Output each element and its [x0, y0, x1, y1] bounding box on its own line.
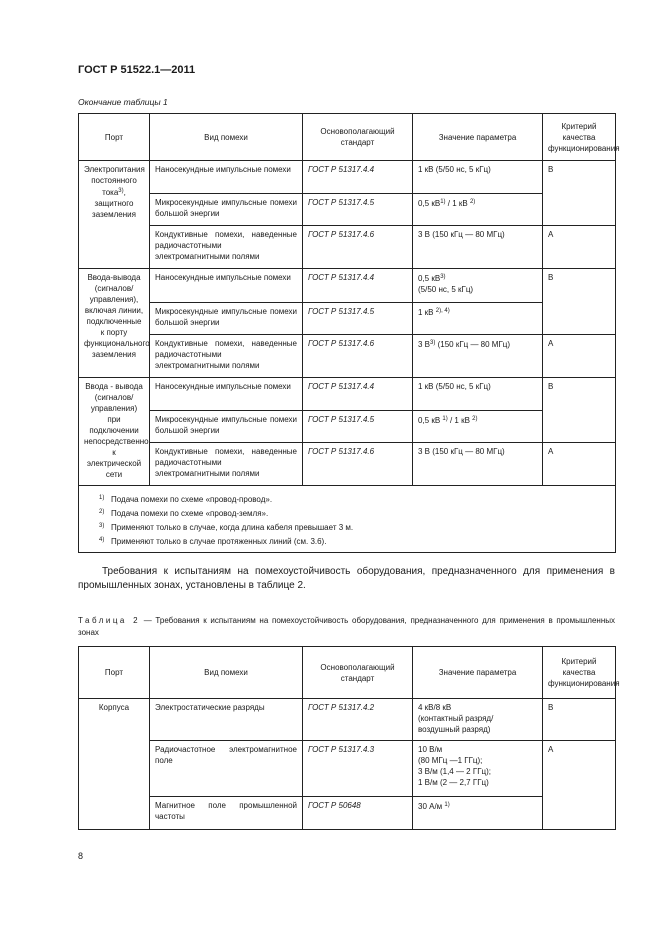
- parameter-value: 3 В (150 кГц — 80 МГц): [413, 226, 543, 269]
- table2-header-standard: Основополагающий стандарт: [303, 647, 413, 699]
- standard-ref: ГОСТ Р 51317.4.4: [303, 378, 413, 411]
- footnote: [99, 506, 607, 520]
- parameter-value: [413, 797, 543, 830]
- notes-row: [79, 486, 616, 553]
- footnote-mark: 1): [440, 199, 446, 205]
- port-cell: Ввода-вывода (сигналов/управления), включая линии, подключенные к порту функционального заземления: [79, 269, 150, 378]
- table-row: [79, 741, 616, 797]
- criterion-cell: В: [543, 699, 616, 741]
- disturbance-type: Электростатические разряды: [150, 699, 303, 741]
- value-line: (контактный разряд/ воздушный разряд): [418, 714, 494, 734]
- footnote-mark: 2): [469, 199, 476, 205]
- criterion-cell: А: [543, 741, 616, 830]
- port-cell: Ввода - вывода (сигналов/управления) при подключении непосредственно к электрической сети: [79, 378, 150, 486]
- footnote-text: Применяют только в случае протяженных линий (см. 3.6).: [111, 537, 327, 546]
- parameter-value: 1 кВ (5/50 нс, 5 кГц): [413, 378, 543, 411]
- table-1: [78, 113, 620, 553]
- footnote-text: Подача помехи по схеме «провод-провод».: [111, 495, 273, 504]
- criterion-cell: В: [543, 378, 616, 443]
- table-row: [79, 303, 616, 335]
- standard-ref: ГОСТ Р 51317.4.4: [303, 269, 413, 303]
- footnote-text: Подача помехи по схеме «провод-земля».: [111, 509, 269, 518]
- parameter-value: [413, 411, 543, 443]
- value-tail: / 1 кВ: [445, 199, 470, 208]
- value-main: 0,5 кВ: [418, 416, 441, 425]
- standard-ref: ГОСТ Р 51317.4.3: [303, 741, 413, 797]
- value-line: 1 В/м (2 — 2,7 ГГц): [418, 778, 489, 787]
- criterion-cell: В: [543, 161, 616, 226]
- value-line: 10 В/м: [418, 745, 443, 754]
- standard-title: ГОСТ Р 51522.1—2011: [78, 64, 196, 76]
- standard-ref: ГОСТ Р 51317.4.6: [303, 226, 413, 269]
- disturbance-type: Микросекундные импульсные помехи большой энергии: [150, 411, 303, 443]
- table2-header-row: [79, 647, 616, 699]
- value-tail: / 1 кВ: [447, 416, 473, 425]
- table-row: [79, 194, 616, 226]
- notes-cell: [79, 486, 616, 553]
- table2-header-type: Вид помехи: [150, 647, 303, 699]
- paragraph-text: Требования к испытаниям на помехоустойчивость оборудования, предназначенного для применения в промышленных зонах, установлены в таблице 2.: [78, 566, 615, 591]
- parameter-value: [413, 303, 543, 335]
- value-main: 1 кВ: [418, 308, 434, 317]
- disturbance-type: Микросекундные импульсные помехи большой энергии: [150, 303, 303, 335]
- parameter-value: [413, 335, 543, 378]
- criterion-cell: А: [543, 335, 616, 378]
- table2-caption-text: — Требования к испытаниям на помехоустойчивость оборудования, предназначенного для применения в промышленных зонах: [78, 616, 615, 637]
- disturbance-type: Наносекундные импульсные помехи: [150, 269, 303, 303]
- criterion-cell: А: [543, 226, 616, 269]
- value-line: (80 МГц —1 ГГц);: [418, 756, 483, 765]
- footnote-mark: 3): [430, 340, 436, 346]
- parameter-value: 1 кВ (5/50 нс, 5 кГц): [413, 161, 543, 194]
- disturbance-type: Радиочастотное электромагнитное поле: [150, 741, 303, 797]
- port-label-tail: , защитного заземления: [92, 188, 136, 219]
- footnote-text: Применяют только в случае, когда длина кабеля превышает 3 м.: [111, 523, 354, 532]
- footnote-mark: 2): [472, 416, 478, 422]
- criterion-cell: В: [543, 269, 616, 335]
- table1-header-criterion: Критерий качества функционирования: [543, 114, 616, 161]
- table-row: [79, 797, 616, 830]
- disturbance-type: Микросекундные импульсные помехи большой энергии: [150, 194, 303, 226]
- value-line: 4 кВ/8 кВ: [418, 703, 452, 712]
- port-cell: Корпуса: [79, 699, 150, 830]
- value-tail: (150 кГц — 80 МГц): [435, 340, 511, 349]
- table1-header-type: Вид помехи: [150, 114, 303, 161]
- footnote-mark: 2), 4): [435, 308, 450, 314]
- table1-header-value: Значение параметра: [413, 114, 543, 161]
- table-row: [79, 378, 616, 411]
- table2-header-port: Порт: [79, 647, 150, 699]
- table2-caption: [78, 615, 615, 639]
- parameter-value: [413, 194, 543, 226]
- footnote: [99, 520, 607, 534]
- port-label: Электропитания постоянного тока: [84, 165, 145, 197]
- value-main: 0,5 кВ: [418, 199, 441, 208]
- footnote-mark: 2): [99, 509, 105, 515]
- disturbance-type: Магнитное поле промышленной частоты: [150, 797, 303, 830]
- value-main: 0,5 кВ: [418, 274, 441, 283]
- standard-ref: ГОСТ Р 51317.4.6: [303, 443, 413, 486]
- footnote-mark: 1): [99, 495, 105, 501]
- parameter-value: [413, 741, 543, 797]
- disturbance-type: Кондуктивные помехи, наведенные радиочастотными электромагнитными полями: [150, 335, 303, 378]
- disturbance-type: Кондуктивные помехи, наведенные радиочастотными электромагнитными полями: [150, 226, 303, 269]
- footnote-mark: 4): [99, 537, 105, 543]
- table1-header-row: [79, 114, 616, 161]
- value-line2: (5/50 нс, 5 кГц): [418, 285, 474, 294]
- standard-ref: ГОСТ Р 51317.4.5: [303, 194, 413, 226]
- table-row: [79, 161, 616, 194]
- port-cell: [79, 161, 150, 269]
- table-row: [79, 443, 616, 486]
- table1-caption: Окончание таблицы 1: [78, 97, 168, 107]
- table-2: [78, 646, 620, 830]
- footnote-mark: 3): [440, 274, 446, 280]
- parameter-value: [413, 269, 543, 303]
- table-row: [79, 335, 616, 378]
- footnote-mark: 1): [442, 416, 448, 422]
- table1-header-standard: Основополагающий стандарт: [303, 114, 413, 161]
- parameter-value: 3 В (150 кГц — 80 МГц): [413, 443, 543, 486]
- footnote-mark: 3): [118, 188, 124, 194]
- table2-caption-label: Таблица 2: [78, 616, 141, 625]
- footnote: [99, 492, 607, 506]
- table2-header-value: Значение параметра: [413, 647, 543, 699]
- table-row: [79, 269, 616, 303]
- value-main: 3 В: [418, 340, 431, 349]
- body-paragraph: [78, 565, 615, 593]
- page-number: 8: [78, 851, 84, 861]
- value-line: 3 В/м (1,4 — 2 ГГц);: [418, 767, 491, 776]
- table1-header-port: Порт: [79, 114, 150, 161]
- criterion-cell: А: [543, 443, 616, 486]
- standard-ref: ГОСТ Р 51317.4.4: [303, 161, 413, 194]
- table2-header-criterion: Критерий качества функционирования: [543, 647, 616, 699]
- footnote-mark: 1): [444, 802, 450, 808]
- standard-ref: ГОСТ Р 51317.4.5: [303, 303, 413, 335]
- parameter-value: [413, 699, 543, 741]
- footnote: [99, 534, 607, 548]
- table-row: [79, 411, 616, 443]
- table-row: [79, 226, 616, 269]
- standard-ref: ГОСТ Р 51317.4.2: [303, 699, 413, 741]
- standard-ref: ГОСТ Р 50648: [303, 797, 413, 830]
- disturbance-type: Наносекундные импульсные помехи: [150, 378, 303, 411]
- standard-ref: ГОСТ Р 51317.4.6: [303, 335, 413, 378]
- standard-ref: ГОСТ Р 51317.4.5: [303, 411, 413, 443]
- disturbance-type: Наносекундные импульсные помехи: [150, 161, 303, 194]
- value-main: 30 А/м: [418, 802, 443, 811]
- table-row: [79, 699, 616, 741]
- disturbance-type: Кондуктивные помехи, наведенные радиочастотными электромагнитными полями: [150, 443, 303, 486]
- footnote-mark: 3): [99, 523, 105, 529]
